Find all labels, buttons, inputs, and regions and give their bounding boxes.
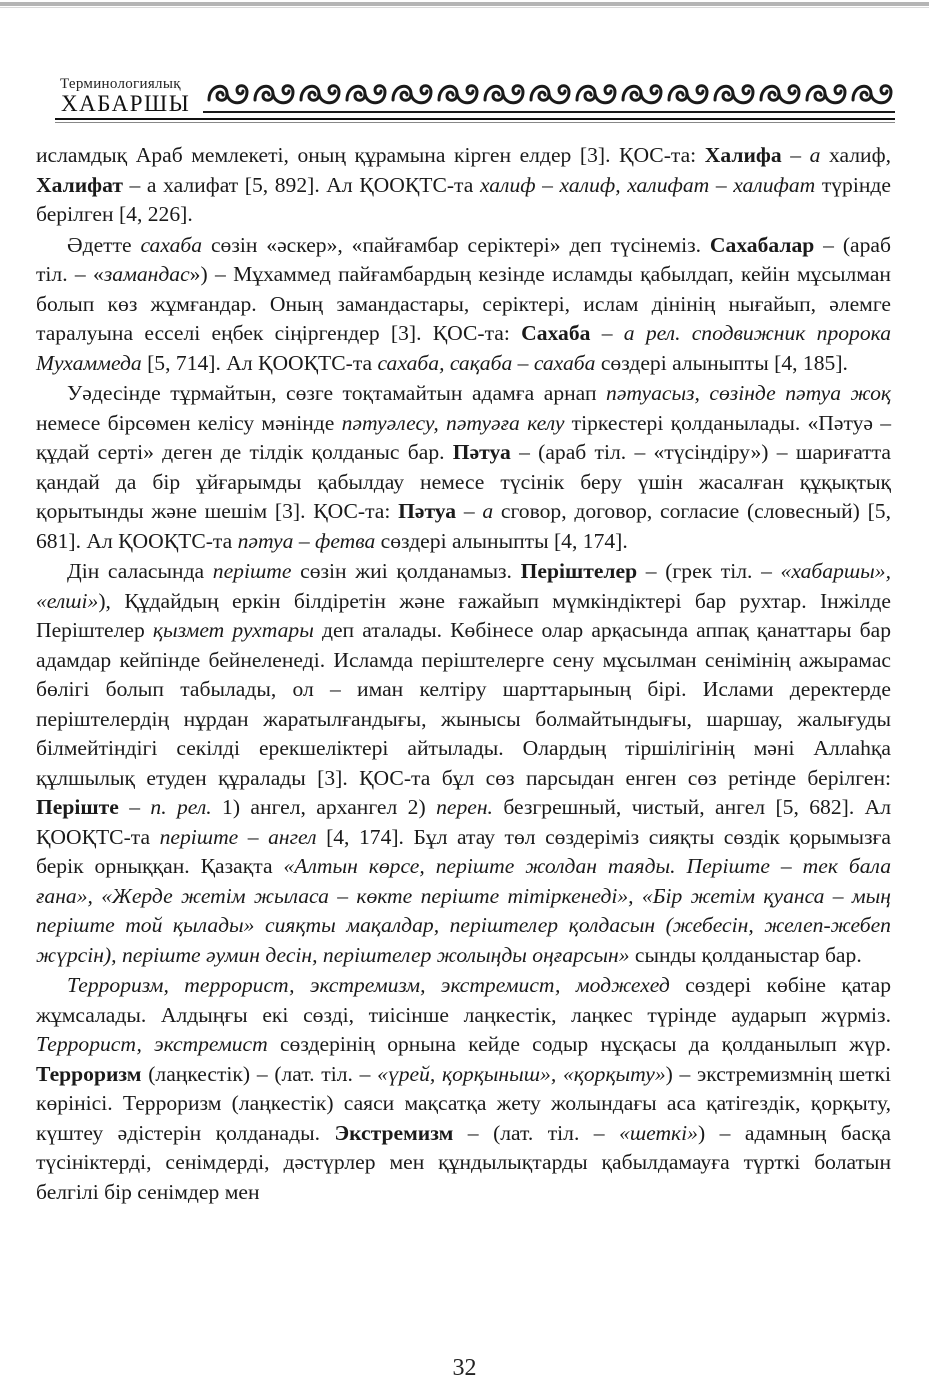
text-run: сөздері алыныпты [4, 174]. — [375, 528, 628, 553]
italic-text: а рел. сподвижник пророка Мухаммеда — [36, 321, 891, 375]
text-run: – — [118, 795, 151, 819]
italic-text: п. рел. — [150, 795, 212, 819]
text-run: ) – экстремизмнің шеткі көрінісі. Терроризм (лаңкестік) саяси мақсатқа жету жолындағы аса қатігездік, қорқыту, күштеу әдістерін қолданады. — [36, 1061, 892, 1145]
header-rule-thin — [55, 122, 895, 123]
text-run: ») – Мұхаммед пайғамбардың кезінде исламды қабылдап, кейін мұсылман болып көз жұмғандар. Оның замандастары, серіктері, ислам дінінің нығайып, әлемге таралуына есселі еңбек сіңіргендер [3]. ҚОС-та: — [36, 262, 891, 345]
text-run: исламдық Араб мемлекеті, оның құрамына кірген елдер [3]. ҚОС-та: — [36, 143, 705, 167]
text-run: сөзін «әскер», «пайғамбар серіктері» деп түсінеміз. — [202, 232, 710, 257]
scroll-motif — [715, 86, 753, 103]
text-run: ), Құдайдың еркін білдіретін және ғажайып мүмкіндіктері бар рухтар. Інжілде Періштелер — [36, 588, 891, 642]
italic-text: сияқты мақалдар, періштелер қолдасын (жебесін, желеп-жебеп жүрсін), періште әумин десін, періштелер жолыңды оңғарсын» — [36, 913, 891, 967]
italic-text: пәтуәлесу, пәтуәға келу — [341, 410, 565, 435]
text-run: деп аталады. Көбінесе олар арқасында аппақ қанаттары бар адамдар кейпінде бейнеленеді. Исламда періштелерге сену мұсылман сенімінің ажырамас бөлігі болып табылады, ол – иман келтіру шарттарының бірі. Ислами деректерде періштелердің нұрдан жаратылғандығы, жынысы болмайтындығы, шаршау, жалығуды білмейтіндігі секілді ерекшеліктері айтылады. Олардың тіршілігінің мәні Аллаһқа құлшылық етуден құралады [3]. ҚОС-та бұл сөз парсыдан енген сөз ретінде берілген: — [36, 618, 891, 790]
text-run: безгрешный, чистый, ангел [5, 682]. Ал ҚООҚТС-та — [36, 795, 891, 849]
italic-text: а — [482, 499, 494, 523]
text-run: сөздері алыныпты [4, 185]. — [595, 350, 848, 375]
italic-text: қызмет рухтары — [152, 618, 314, 642]
text-run: сөздерінің орнына кейде содыр нұсқасы да қолданылып жүр. — [267, 1032, 892, 1056]
paragraph-continued — [36, 141, 891, 230]
text-run: түрінде берілген [4, 226]. — [36, 172, 891, 226]
text-run: Дін саласында — [67, 559, 213, 583]
top-scan-rule — [0, 2, 929, 6]
bold-term: Періштелер — [520, 559, 638, 583]
scroll-motif — [255, 86, 293, 103]
text-run: сговор, договор, согласие (словесный) [5, 681]. Ал ҚООҚТС-та — [36, 499, 891, 553]
text-run: ) – адамның басқа түсініктерді, сенімдерді, дәстүрлер мен құндылықтарды қабылдамауға түрткі болатын белгілі бір сенімдер мен — [36, 1120, 891, 1204]
text-run: сөздері көбіне қатар жұмсалады. Алдыңғы екі сөзді, тиісінше лаңкестік, лаңкес түрінде аударып жүрміз. — [36, 973, 891, 1027]
italic-text: халиф – халиф, халифат – халифат — [479, 172, 816, 197]
italic-text: періште — [212, 559, 292, 583]
text-run: (лаңкестік) – (лат. тіл. – — [141, 1061, 378, 1086]
text-run: – — [781, 143, 810, 167]
text-run: – (грек тіл. – — [637, 559, 781, 583]
italic-text: «үрей, қорқыныш», «қорқыту» — [377, 1061, 666, 1086]
scroll-motif — [761, 86, 799, 103]
text-run: – — [590, 321, 624, 345]
italic-text: Терроризм, террорист, экстремизм, экстремист, моджехед — [67, 973, 670, 997]
text-run: Уәдесінде тұрмайтын, сөзге тоқтамайтын адамға арнап — [67, 381, 607, 405]
scroll-ornament-icon — [203, 74, 895, 116]
bold-term: Пәтуа — [452, 440, 511, 464]
text-run: – (араб тіл. – « — [36, 232, 891, 286]
italic-text: перен. — [436, 795, 493, 819]
bold-term: Терроризм — [36, 1061, 142, 1086]
bold-term: Халифа — [704, 143, 782, 167]
text-run: Әдетте — [67, 232, 141, 257]
scroll-motif — [209, 86, 247, 103]
scroll-motif — [623, 86, 661, 103]
paragraph-perishte — [36, 557, 891, 970]
bold-term: Сахабалар — [709, 232, 815, 257]
bold-term: Пәтуа — [398, 499, 457, 523]
text-run: – — [456, 499, 483, 523]
bold-term: Халифат — [36, 172, 123, 197]
italic-text: сахаба, сақаба – сахаба — [377, 350, 596, 375]
scroll-motif — [531, 86, 569, 103]
paragraph-terrorism — [36, 971, 891, 1207]
article-body — [36, 141, 891, 1207]
page-number: 32 — [452, 1355, 477, 1381]
header-big-title: ХАБАРШЫ — [61, 91, 191, 116]
text-run: халиф, — [820, 143, 891, 167]
italic-text: «шеткі» — [619, 1120, 698, 1145]
text-run: – а халифат [5, 892]. Ал ҚООҚТС-та — [122, 172, 480, 197]
text-run: [5, 714]. Ал ҚООҚТС-та — [141, 350, 378, 375]
bold-term: Экстремизм — [334, 1120, 454, 1145]
scroll-motif — [577, 86, 615, 103]
text-run: – (араб тіл. – «түсіндіру») – шариғатта қандай да бір ұйғарымды қабылдау немесе түсінік беру үшін жасалған құқықтық қорытынды және шешім [3]. ҚОС-та: — [36, 440, 891, 523]
italic-text: пәтуа – фетва — [237, 528, 376, 553]
header-rule — [55, 118, 895, 120]
scroll-motif — [301, 86, 339, 103]
italic-text: періште – ангел — [159, 824, 317, 849]
italic-text: «Алтын көрсе, періште жолдан таяды. Періште – тек бала ғана», «Жерде жетім жыласа – көкте періште тітіркенеді», «Бір жетім қуанса – мың періште той қылады» — [36, 854, 891, 937]
scroll-motif — [485, 86, 523, 103]
scroll-motif — [439, 86, 477, 103]
italic-text: «хабаршы», «елші» — [36, 559, 891, 613]
paragraph-patua — [36, 379, 891, 556]
scroll-motif — [393, 86, 431, 103]
text-run: [4, 174]. Бұл атау төл сөздеріміз сияқты сөздік қорымызға берік орныққан. Қазақта — [36, 824, 891, 878]
header-small-title: Терминологиялық — [60, 76, 181, 92]
scroll-motif — [853, 86, 891, 103]
scroll-motif — [669, 86, 707, 103]
text-run: немесе бірсөмен келісу мәнінде — [36, 410, 342, 435]
italic-text: пәтуасыз, сөзінде пәтуа жоқ — [606, 381, 891, 405]
scroll-motif — [347, 86, 385, 103]
paragraph-sahaba — [36, 231, 891, 379]
italic-text: сахаба — [140, 232, 203, 257]
italic-text: Террорист, экстремист — [36, 1032, 268, 1056]
running-header — [55, 74, 895, 122]
text-run: – (лат. тіл. – — [453, 1120, 620, 1145]
text-run: 1) ангел, архангел 2) — [211, 795, 437, 819]
text-run: тіркестері қолданылады. «Пәтуә – құдай серті» деген де тілдік қолданыс бар. — [36, 410, 892, 464]
italic-text: замандас — [103, 262, 190, 286]
text-run: сөзін жиі қолданамыз. — [291, 559, 521, 583]
text-run — [254, 913, 265, 937]
scroll-motif — [807, 86, 845, 103]
bold-term: Сахаба — [521, 321, 591, 345]
italic-text: а — [809, 143, 821, 167]
top-scan-rule-thin — [0, 7, 929, 8]
bold-term: Періште — [36, 795, 119, 819]
text-run: сынды қолданыстар бар. — [629, 942, 862, 967]
